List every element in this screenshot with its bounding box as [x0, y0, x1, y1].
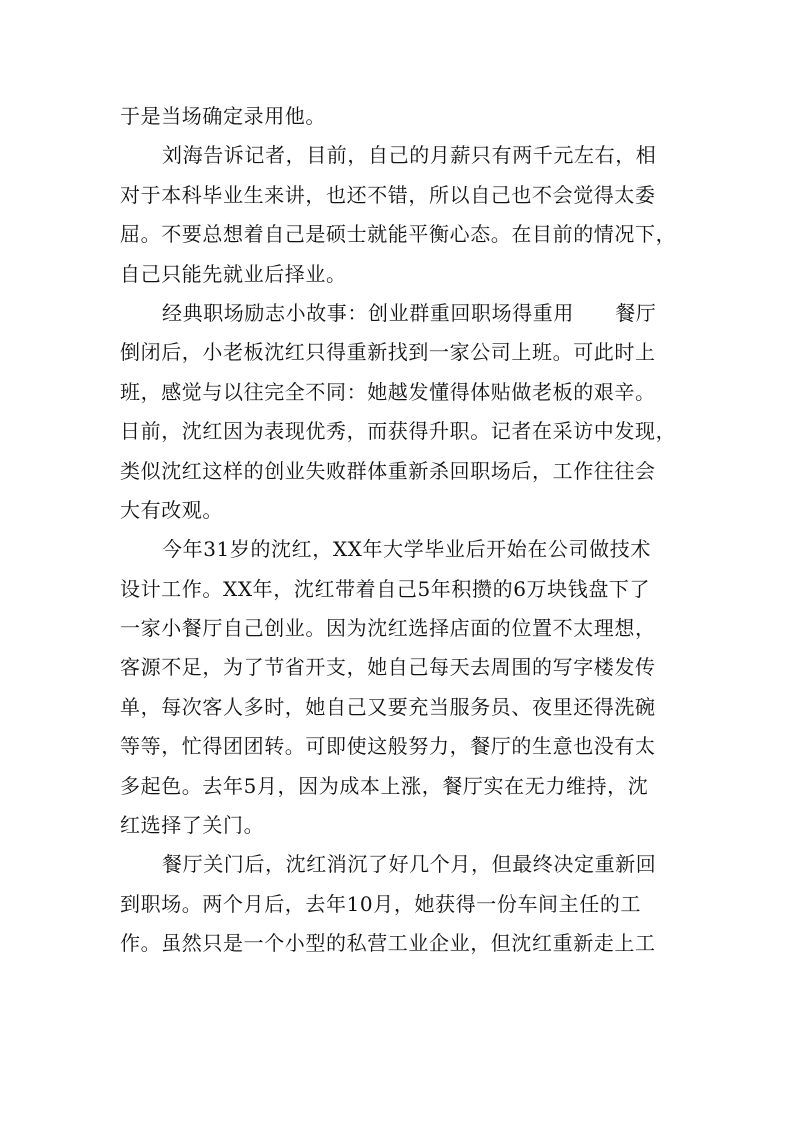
text-line: 大有改观。: [120, 497, 223, 522]
text-line: 对于本科毕业生来讲，也还不错，所以自己也不会觉得太委: [120, 182, 656, 207]
text-line: 于是当场确定录用他。: [120, 104, 326, 128]
text-line: 单，每次客人多时，她自己又要充当服务员、夜里还得洗碗: [120, 694, 656, 719]
text-line: 等等，忙得团团转。可即使这般努力，餐厅的生意也没有太: [120, 734, 656, 759]
text-line: 屈。不要总想着自己是硕士就能平衡心态。在目前的情况下，: [120, 222, 677, 247]
text-line: 作。虽然只是一个小型的私营工业企业，但沈红重新走上工: [120, 931, 656, 956]
text-line: 日前，沈红因为表现优秀，而获得升职。记者在采访中发现，: [120, 419, 677, 444]
text-line: 红选择了关门。: [120, 813, 265, 838]
text-line: 班，感觉与以往完全不同：她越发懂得体贴做老板的艰辛。: [120, 379, 656, 404]
text-line: 类似沈红这样的创业失败群体重新杀回职场后，工作往往会: [120, 458, 656, 483]
text-line: 一家小餐厅自己创业。因为沈红选择店面的位置不太理想，: [120, 616, 656, 641]
paragraph-first-line: 刘海告诉记者，目前，自己的月薪只有两千元左右，相: [162, 143, 657, 168]
paragraph-first-line: 餐厅关门后，沈红消沉了好几个月，但最终决定重新回: [162, 852, 657, 877]
text-line: 自己只能先就业后择业。: [120, 261, 347, 286]
text-line: 到职场。两个月后，去年10月，她获得一份车间主任的工: [120, 891, 642, 916]
text-line: 倒闭后，小老板沈红只得重新找到一家公司上班。可此时上: [120, 340, 656, 365]
text-line: 客源不足，为了节省开支，她自己每天去周围的写字楼发传: [120, 655, 656, 680]
article-body: [120, 97, 680, 964]
text-line: 多起色。去年5月，因为成本上涨，餐厅实在无力维持，沈: [120, 773, 649, 798]
paragraph-first-line: 经典职场励志小故事：创业群重回职场得重用 餐厅: [162, 300, 657, 325]
paragraph-first-line: 今年31岁的沈红，XX年大学毕业后开始在公司做技术: [162, 537, 651, 562]
text-line: 设计工作。XX年，沈红带着自己5年积攒的6万块钱盘下了: [120, 576, 651, 601]
